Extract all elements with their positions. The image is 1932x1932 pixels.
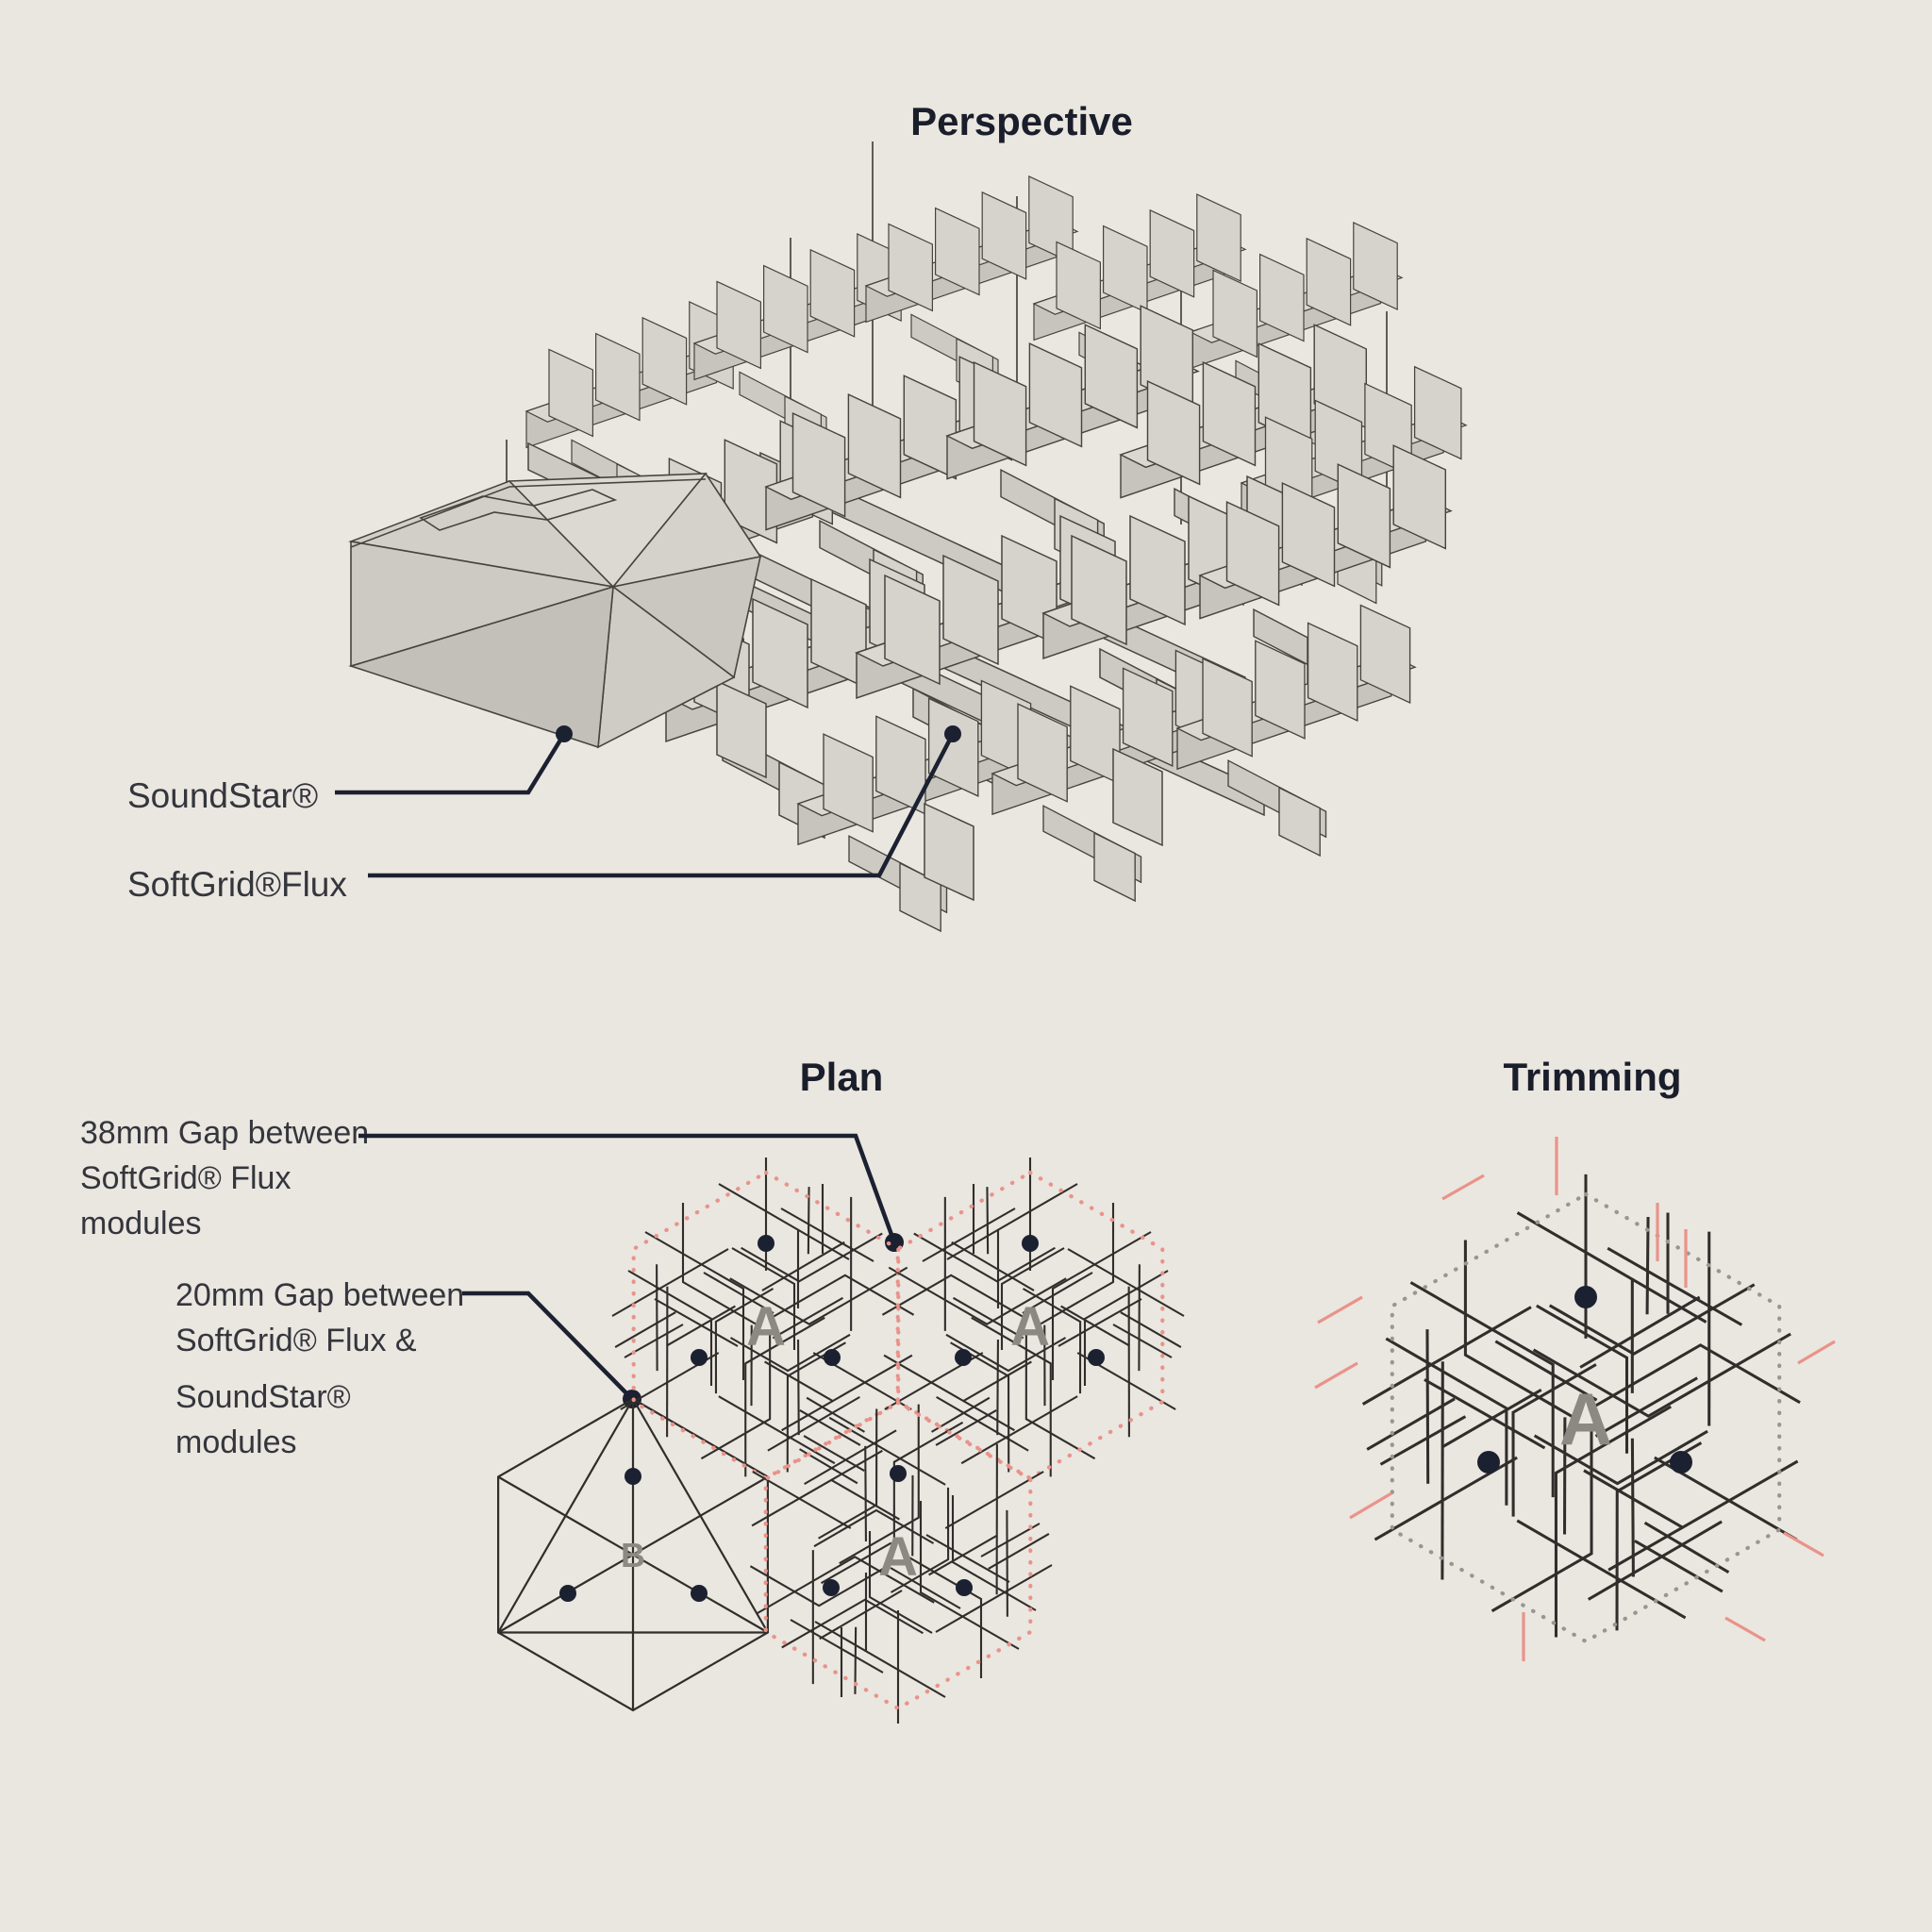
plan-title: Plan bbox=[799, 1055, 884, 1099]
perspective-figure bbox=[127, 99, 1466, 931]
softgrid-flux-label: SoftGrid®Flux bbox=[127, 865, 347, 904]
svg-text:SoundStar®: SoundStar® bbox=[175, 1379, 351, 1415]
plan-module-a1 bbox=[567, 1158, 989, 1542]
plan-module-b bbox=[498, 1399, 768, 1710]
svg-text:38mm Gap between: 38mm Gap between bbox=[80, 1115, 370, 1151]
soundstar-leader bbox=[335, 725, 573, 792]
svg-text:20mm Gap between: 20mm Gap between bbox=[175, 1277, 465, 1313]
plan-figure bbox=[80, 1055, 1229, 1724]
svg-text:SoftGrid® Flux: SoftGrid® Flux bbox=[80, 1160, 291, 1196]
module-a-label: A bbox=[878, 1526, 918, 1588]
svg-text:modules: modules bbox=[175, 1424, 297, 1460]
perspective-title: Perspective bbox=[910, 99, 1133, 143]
annotation-20mm-gap bbox=[175, 1277, 641, 1460]
module-b-label: B bbox=[621, 1536, 645, 1574]
svg-text:SoftGrid® Flux &: SoftGrid® Flux & bbox=[175, 1323, 417, 1358]
plan-module-a2 bbox=[808, 1158, 1229, 1542]
trimming-title: Trimming bbox=[1503, 1055, 1682, 1099]
soundstar-label: SoundStar® bbox=[127, 776, 319, 815]
module-a-label: A bbox=[1010, 1296, 1050, 1357]
trimming-module-a bbox=[1297, 1137, 1908, 1733]
annotation-38mm-gap bbox=[80, 1115, 904, 1252]
plan-module-a3 bbox=[675, 1339, 1097, 1724]
module-a-label: A bbox=[746, 1296, 786, 1357]
trimming-a-label: A bbox=[1558, 1377, 1613, 1460]
trimming-figure bbox=[1297, 1055, 1908, 1733]
svg-text:modules: modules bbox=[80, 1206, 202, 1241]
